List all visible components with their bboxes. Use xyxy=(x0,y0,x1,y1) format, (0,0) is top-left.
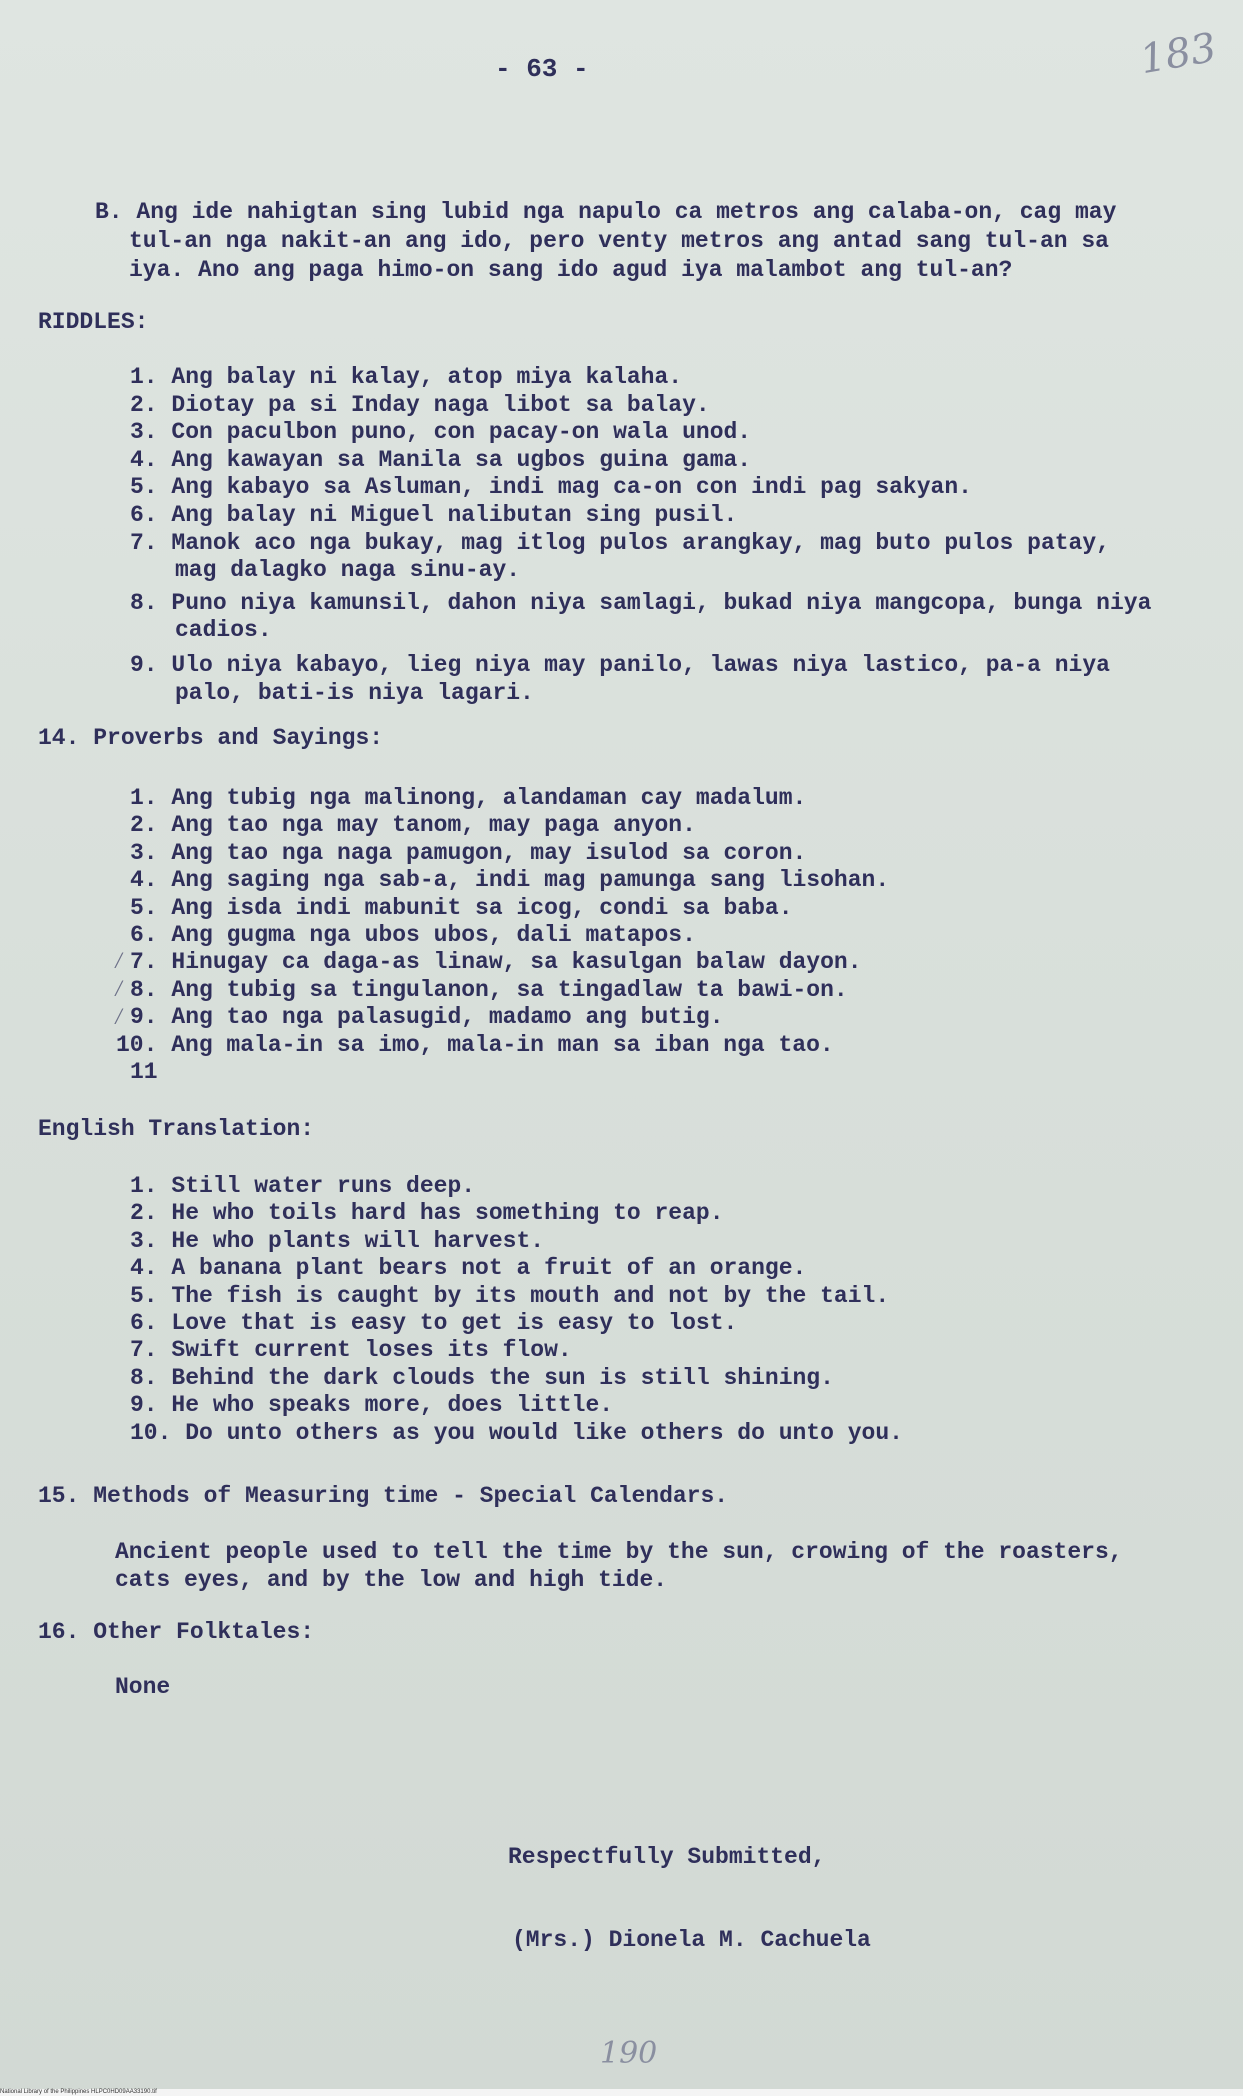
translation-item: 8. Behind the dark clouds the sun is still shining. xyxy=(130,1364,834,1391)
check-mark-icon: ⁄ xyxy=(112,949,126,975)
riddle-item: 2. Diotay pa si Inday naga libot sa balay. xyxy=(130,391,710,418)
translation-item: 5. The fish is caught by its mouth and not by the tail. xyxy=(130,1282,890,1309)
check-mark-icon: ⁄ xyxy=(112,1005,126,1031)
check-mark-icon: ⁄ xyxy=(112,977,126,1003)
section-15-body-line: cats eyes, and by the low and high tide. xyxy=(115,1567,668,1593)
proverb-item: 7. Hinugay ca daga-as linaw, sa kasulgan balaw dayon. xyxy=(130,949,862,976)
riddle-item: 5. Ang kabayo sa Asluman, indi mag ca-on con indi pag sakyan. xyxy=(130,474,972,501)
signature-name: (Mrs.) Dionela M. Cachuela xyxy=(512,1927,871,1953)
problem-b-line: iya. Ano ang paga himo-on sang ido agud iya malambot ang tul-an? xyxy=(129,257,1013,283)
riddle-item: 3. Con paculbon puno, con pacay-on wala unod. xyxy=(130,419,752,446)
translation-item: 10. Do unto others as you would like others do unto you. xyxy=(130,1419,903,1446)
riddles-heading: RIDDLES: xyxy=(38,309,149,335)
proverb-item: 10. Ang mala-in sa imo, mala-in man sa iban nga tao. xyxy=(116,1031,834,1058)
page-number: - 63 - xyxy=(495,54,589,84)
proverb-item: 4. Ang saging nga sab-a, indi mag pamunga sang lisohan. xyxy=(130,867,890,894)
riddle-item: 6. Ang balay ni Miguel nalibutan sing pusil. xyxy=(130,501,738,528)
proverb-item: 6. Ang gugma nga ubos ubos, dali matapos. xyxy=(130,921,696,948)
translation-item: 9. He who speaks more, does little. xyxy=(130,1392,614,1419)
proverb-item: 11 xyxy=(130,1058,158,1085)
handwritten-folio-annotation: 190 xyxy=(600,2036,658,2071)
riddle-item: 4. Ang kawayan sa Manila sa ugbos guina gama. xyxy=(130,446,752,473)
proverb-item: 5. Ang isda indi mabunit sa icog, condi sa baba. xyxy=(130,894,793,921)
riddle-item-continued: mag dalagko naga sinu-ay. xyxy=(175,557,521,584)
proverb-item: 8. Ang tubig sa tingulanon, sa tingadlaw ta bawi-on. xyxy=(130,976,848,1003)
riddle-item: 1. Ang balay ni kalay, atop miya kalaha. xyxy=(130,364,683,390)
translation-list xyxy=(130,1172,903,1446)
translation-heading: English Translation: xyxy=(38,1116,315,1142)
translation-item: 1. Still water runs deep. xyxy=(130,1173,476,1199)
riddle-item-continued: cadios. xyxy=(175,617,272,644)
problem-b-line: tul-an nga nakit-an ang ido, pero venty metros ang antad sang tul-an sa xyxy=(129,228,1109,254)
problem-b-line: B. Ang ide nahigtan sing lubid nga napulo ca metros ang calaba-on, cag may xyxy=(95,199,1117,225)
translation-item: 6. Love that is easy to get is easy to lost. xyxy=(130,1309,738,1336)
handwritten-page-annotation: 183 xyxy=(1136,24,1220,84)
proverb-item: 3. Ang tao nga naga pamugon, may isulod sa coron. xyxy=(130,839,807,866)
riddle-item: 9. Ulo niya kabayo, lieg niya may panilo, lawas niya lastico, pa-a niya xyxy=(130,651,1110,678)
proverb-item: 9. Ang tao nga palasugid, madamo ang butig. xyxy=(130,1004,724,1031)
section-16-body: None xyxy=(115,1674,171,1700)
footer-credit: National Library of the Philippines HLPC0HD09AA33190.tif xyxy=(0,2089,1243,2096)
translation-item: 4. A banana plant bears not a fruit of an orange. xyxy=(130,1255,807,1282)
riddle-item: 8. Puno niya kamunsil, dahon niya samlagi, bukad niya mangcopa, bunga niya xyxy=(130,589,1152,616)
section-15-heading: 15. Methods of Measuring time - Special Calendars. xyxy=(38,1483,729,1509)
signature-closing: Respectfully Submitted, xyxy=(508,1844,826,1870)
riddle-item: 7. Manok aco nga bukay, mag itlog pulos arangkay, mag buto pulos patay, xyxy=(130,529,1110,556)
proverbs-heading: 14. Proverbs and Sayings: xyxy=(38,725,384,751)
proverb-item: 2. Ang tao nga may tanom, may paga anyon. xyxy=(130,812,696,839)
translation-item: 7. Swift current loses its flow. xyxy=(130,1337,572,1364)
section-15-body-line: Ancient people used to tell the time by the sun, crowing of the roasters, xyxy=(115,1539,1123,1565)
riddle-item-continued: palo, bati-is niya lagari. xyxy=(175,679,534,706)
proverbs-list xyxy=(116,784,890,1085)
problem-b-paragraph xyxy=(95,198,1116,285)
translation-item: 3. He who plants will harvest. xyxy=(130,1227,545,1254)
riddles-list xyxy=(130,363,1151,706)
translation-item: 2. He who toils hard has something to reap. xyxy=(130,1200,724,1227)
proverb-item: 1. Ang tubig nga malinong, alandaman cay madalum. xyxy=(130,785,807,811)
section-16-heading: 16. Other Folktales: xyxy=(38,1619,315,1645)
